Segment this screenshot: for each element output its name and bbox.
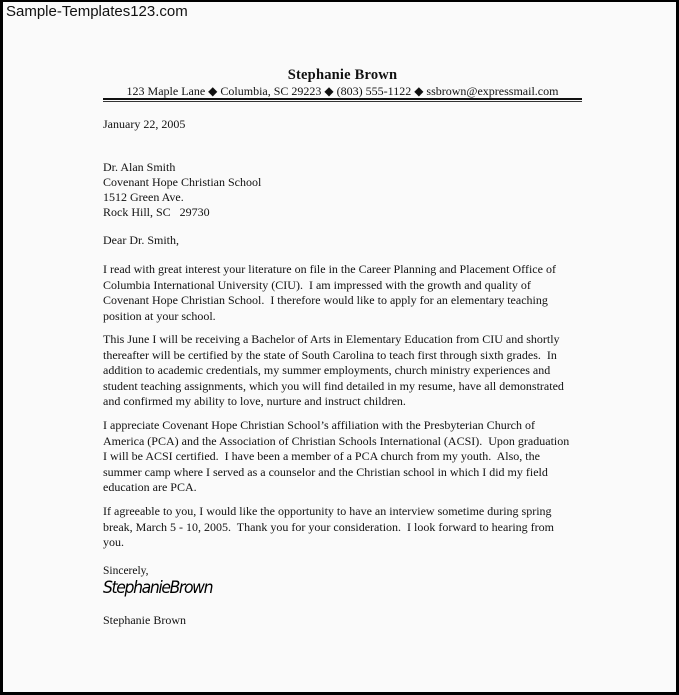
paragraph-line: thereafter will be certified by the state of South Carolina to teach first through sixth grades. In [103, 347, 557, 362]
letterhead-rule-thin [103, 101, 582, 102]
salutation: Dear Dr. Smith, [103, 233, 179, 247]
paragraph-line: break, March 5 - 10, 2005. Thank you for your consideration. I look forward to hearing from [103, 519, 554, 534]
signature: StephanieBrown [103, 578, 213, 598]
paragraph-2 [103, 332, 583, 410]
paragraph-line: position at your school. [103, 308, 216, 323]
paragraph-line: Columbia International University (CIU). I am impressed with the growth and quality of [103, 277, 531, 292]
paragraph-line: America (PCA) and the Association of Christian Schools International (ACSI). Upon graduation [103, 433, 570, 448]
paragraph-line: I will be ACSI certified. I have been a member of a PCA church from my youth. Also, the [103, 449, 540, 464]
paragraph-line: student teaching assignments, which you will find detailed in my resume, have all demonstrated [103, 378, 564, 393]
closing: Sincerely, [103, 565, 149, 577]
paragraph-4 [103, 504, 583, 551]
sender-address: 123 Maple Lane ◆ Columbia, SC 29223 ◆ (803) 555-1122 ◆ ssbrown@expressmail.com [126, 84, 559, 98]
paragraph-3 [103, 418, 583, 496]
letter-date: January 22, 2005 [103, 117, 186, 131]
recipient-organization: Covenant Hope Christian School [103, 175, 262, 189]
watermark: Sample-Templates123.com [6, 3, 188, 20]
paragraph-line: addition to academic credentials, my summer employments, church ministry experiences and [103, 363, 551, 378]
paragraph-1 [103, 262, 583, 324]
paragraph-line: you. [103, 535, 124, 550]
paragraph-line: summer camp where I served as a counselor and the Christian school in which I did my field [103, 464, 548, 479]
paragraph-line: If agreeable to you, I would like the opportunity to have an interview sometime during spring [103, 504, 552, 518]
recipient-city: Rock Hill, SC 29730 [103, 205, 210, 219]
recipient-name: Dr. Alan Smith [103, 160, 176, 174]
recipient-street: 1512 Green Ave. [103, 190, 184, 204]
paragraph-line: I appreciate Covenant Hope Christian School’s affiliation with the Presbyterian Church of [103, 418, 536, 432]
paragraph-line: and confirmed my ability to love, nurture and instruct children. [103, 394, 406, 409]
typed-name: Stephanie Brown [103, 613, 186, 627]
paragraph-line: This June I will be receiving a Bachelor of Arts in Elementary Education from CIU and shortly [103, 332, 560, 346]
sender-name: Stephanie Brown [287, 67, 398, 83]
paragraph-line: education are PCA. [103, 480, 197, 495]
paragraph-line: I read with great interest your literature on file in the Career Planning and Placement Office of [103, 262, 556, 276]
letterhead-rule-thick [103, 98, 582, 100]
paragraph-line: Covenant Hope Christian School. I therefore would like to apply for an elementary teaching [103, 293, 548, 308]
